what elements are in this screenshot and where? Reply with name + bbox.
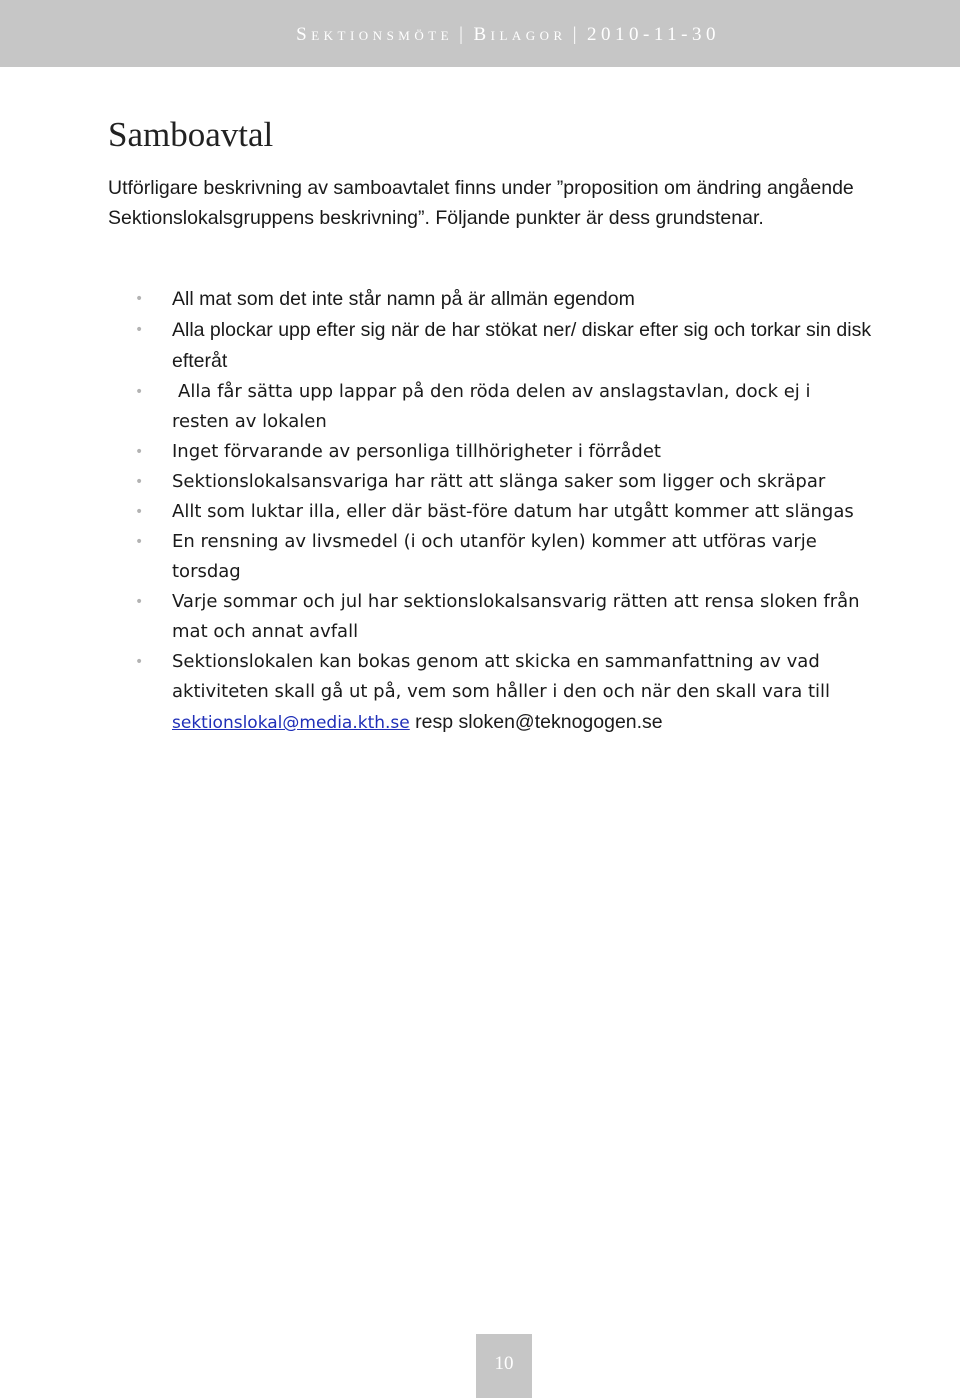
bullet-icon: • — [135, 291, 144, 307]
list-item — [135, 284, 872, 315]
rule-text: Inget förvarande av personliga tillhörigheter i förrådet — [172, 441, 661, 462]
list-item — [135, 527, 872, 587]
bullet-icon: • — [135, 322, 144, 338]
list-item — [135, 377, 872, 437]
rule-text: Sektionslokalen kan bokas genom att skicka en sammanfattning av vad aktiviteten skall gå ut på, vem som håller i den och när den skall vara till — [172, 651, 831, 702]
bullet-icon: • — [135, 534, 144, 550]
rule-text: Allt som luktar illa, eller där bäst-före datum har utgått kommer att slängas — [172, 501, 854, 522]
header-separator-2: | — [572, 24, 582, 45]
header-section: Sektionsmöte — [296, 24, 454, 45]
page-header — [0, 0, 960, 67]
bullet-icon: • — [135, 474, 144, 490]
list-item — [135, 587, 872, 647]
rule-text: Sektionslokalsansvariga har rätt att slänga saker som ligger och skräpar — [172, 471, 826, 492]
bullet-icon: • — [135, 504, 144, 520]
intro-paragraph: Utförligare beskrivning av samboavtalet finns under ”proposition om ändring angående Sektionslokalsgruppens beskrivning”. Följande punkter är dess grundstenar. — [108, 177, 854, 229]
running-header — [296, 22, 720, 48]
header-part: Bilagor — [473, 24, 567, 45]
page-number: 10 — [494, 1353, 514, 1374]
bullet-icon: • — [135, 594, 144, 610]
list-item — [135, 437, 872, 467]
page-number-box — [476, 1334, 532, 1398]
rules-list — [135, 284, 872, 738]
bullet-icon: • — [135, 444, 144, 460]
bullet-icon: • — [135, 654, 144, 670]
rule-text: En rensning av livsmedel (i och utanför kylen) kommer att utföras varje torsdag — [172, 531, 817, 582]
list-item — [135, 647, 872, 738]
bullet-icon: • — [135, 384, 144, 400]
sloken-email: sloken@teknogogen.se — [458, 711, 663, 733]
rule-text: Alla får sätta upp lappar på den röda delen av anslagstavlan, dock ej i resten av lokalen — [172, 381, 811, 432]
page-title: Samboavtal — [108, 115, 274, 154]
rule-text: Alla plockar upp efter sig när de har stökat ner/ diskar efter sig och torkar sin disk efteråt — [172, 319, 872, 372]
rule-text: Varje sommar och jul har sektionslokalsansvarig rätten att rensa sloken från mat och annat avfall — [172, 591, 860, 642]
rule-text-middle: resp — [409, 711, 459, 733]
booking-email-link[interactable]: sektionslokal@media.kth.se — [172, 713, 410, 733]
rule-text: All mat som det inte står namn på är allmän egendom — [172, 288, 635, 310]
header-date: 2010-11-30 — [587, 24, 720, 45]
header-separator: | — [459, 24, 468, 45]
list-item — [135, 467, 872, 497]
list-item — [135, 497, 872, 527]
list-item — [135, 315, 872, 377]
